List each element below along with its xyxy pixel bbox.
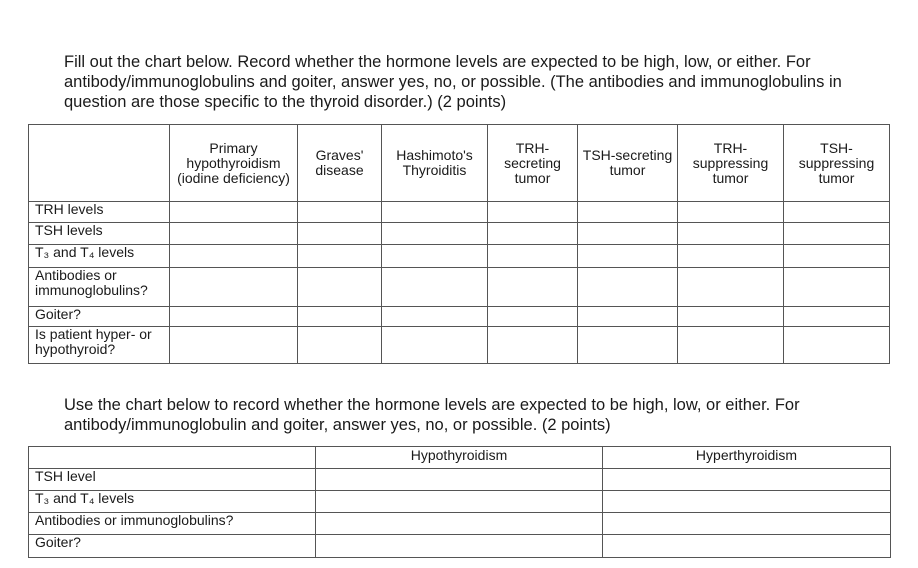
chart1-row — [29, 268, 890, 307]
chart1-answer-cell[interactable] — [488, 202, 578, 223]
chart1-row — [29, 307, 890, 327]
chart1-answer-cell[interactable] — [578, 327, 678, 364]
chart1-answer-cell[interactable] — [382, 223, 488, 245]
chart2-row-label: TSH level — [29, 469, 316, 491]
header-trh-secreting-tumor: TRH-secreting tumor — [488, 125, 578, 202]
chart1-answer-cell[interactable] — [784, 327, 890, 364]
chart2-answer-cell[interactable] — [316, 491, 603, 513]
chart1-answer-cell[interactable] — [578, 268, 678, 307]
chart1-row-label: TSH levels — [29, 223, 170, 245]
chart1-answer-cell[interactable] — [298, 245, 382, 268]
chart2-answer-cell[interactable] — [603, 513, 891, 535]
chart1-answer-cell[interactable] — [170, 223, 298, 245]
chart1-answer-cell[interactable] — [488, 223, 578, 245]
chart1-row-label: TRH levels — [29, 202, 170, 223]
chart2-answer-cell[interactable] — [316, 469, 603, 491]
chart1-answer-cell[interactable] — [298, 307, 382, 327]
chart1-answer-cell[interactable] — [170, 268, 298, 307]
instructions-chart-1: Fill out the chart below. Record whether the hormone levels are expected to be high, low, or either. For antibody/immunoglobulins and goiter, answer yes, no, or possible. (The antibodies and immunoglobulins in question are those specific to the thyroid disorder.) (2 points) — [64, 53, 842, 111]
chart2-row-label: Antibodies or immunoglobulins? — [29, 513, 316, 535]
chart1-answer-cell[interactable] — [488, 327, 578, 364]
chart1-row — [29, 202, 890, 223]
chart1-answer-cell[interactable] — [678, 307, 784, 327]
chart1-answer-cell[interactable] — [784, 202, 890, 223]
chart1-answer-cell[interactable] — [170, 327, 298, 364]
chart1-answer-cell[interactable] — [678, 245, 784, 268]
chart2-row-label: T₃ and T₄ levels — [29, 491, 316, 513]
header-blank-2 — [29, 447, 316, 469]
chart2-answer-cell[interactable] — [316, 535, 603, 558]
chart1-answer-cell[interactable] — [382, 245, 488, 268]
chart1-answer-cell[interactable] — [578, 245, 678, 268]
chart1-row-label: Is patient hyper- or hypothyroid? — [29, 327, 170, 364]
chart1-row-label: Goiter? — [29, 307, 170, 327]
chart2-row-label: Goiter? — [29, 535, 316, 558]
header-primary-hypothyroidism: Primary hypothyroidism (iodine deficiency) — [170, 125, 298, 202]
chart2-row — [29, 491, 891, 513]
header-blank — [29, 125, 170, 202]
chart1-answer-cell[interactable] — [784, 307, 890, 327]
chart2-answer-cell[interactable] — [603, 491, 891, 513]
instructions-chart-2: Use the chart below to record whether the hormone levels are expected to be high, low, or either. For antibody/immunoglobulin and goiter, answer yes, no, or possible. (2 points) — [64, 396, 800, 434]
chart1-answer-cell[interactable] — [678, 327, 784, 364]
header-hashimotos-thyroiditis: Hashimoto's Thyroiditis — [382, 125, 488, 202]
chart2-row — [29, 513, 891, 535]
chart1-answer-cell[interactable] — [298, 202, 382, 223]
chart1-answer-cell[interactable] — [488, 268, 578, 307]
chart2-row — [29, 469, 891, 491]
chart1-answer-cell[interactable] — [678, 202, 784, 223]
chart1-answer-cell[interactable] — [170, 245, 298, 268]
chart1-answer-cell[interactable] — [784, 223, 890, 245]
chart1-answer-cell[interactable] — [382, 268, 488, 307]
chart1-answer-cell[interactable] — [488, 245, 578, 268]
chart1-answer-cell[interactable] — [298, 268, 382, 307]
chart1-row-label: T₃ and T₄ levels — [29, 245, 170, 268]
chart1-answer-cell[interactable] — [678, 268, 784, 307]
chart2-answer-cell[interactable] — [603, 469, 891, 491]
chart1-answer-cell[interactable] — [578, 223, 678, 245]
chart1-answer-cell[interactable] — [298, 223, 382, 245]
chart1-answer-cell[interactable] — [578, 307, 678, 327]
chart1-row-label: Antibodies or immunoglobulins? — [29, 268, 170, 307]
chart1-answer-cell[interactable] — [170, 202, 298, 223]
chart1-answer-cell[interactable] — [382, 202, 488, 223]
chart1-answer-cell[interactable] — [170, 307, 298, 327]
chart1-answer-cell[interactable] — [382, 307, 488, 327]
chart1-answer-cell[interactable] — [298, 327, 382, 364]
header-trh-suppressing-tumor: TRH-suppressing tumor — [678, 125, 784, 202]
chart1-answer-cell[interactable] — [784, 268, 890, 307]
chart1-answer-cell[interactable] — [784, 245, 890, 268]
chart1-answer-cell[interactable] — [488, 307, 578, 327]
chart1-answer-cell[interactable] — [678, 223, 784, 245]
chart1-row — [29, 223, 890, 245]
hypo-hyper-chart — [28, 446, 891, 558]
header-tsh-secreting-tumor: TSH-secreting tumor — [578, 125, 678, 202]
header-hyperthyroidism: Hyperthyroidism — [603, 447, 891, 469]
chart1-answer-cell[interactable] — [382, 327, 488, 364]
header-tsh-suppressing-tumor: TSH-suppressing tumor — [784, 125, 890, 202]
chart2-answer-cell[interactable] — [603, 535, 891, 558]
chart1-row — [29, 327, 890, 364]
thyroid-disorder-chart — [28, 124, 890, 364]
header-graves-disease: Graves' disease — [298, 125, 382, 202]
chart2-answer-cell[interactable] — [316, 513, 603, 535]
chart1-row — [29, 245, 890, 268]
header-hypothyroidism: Hypothyroidism — [316, 447, 603, 469]
chart1-answer-cell[interactable] — [578, 202, 678, 223]
chart2-row — [29, 535, 891, 558]
